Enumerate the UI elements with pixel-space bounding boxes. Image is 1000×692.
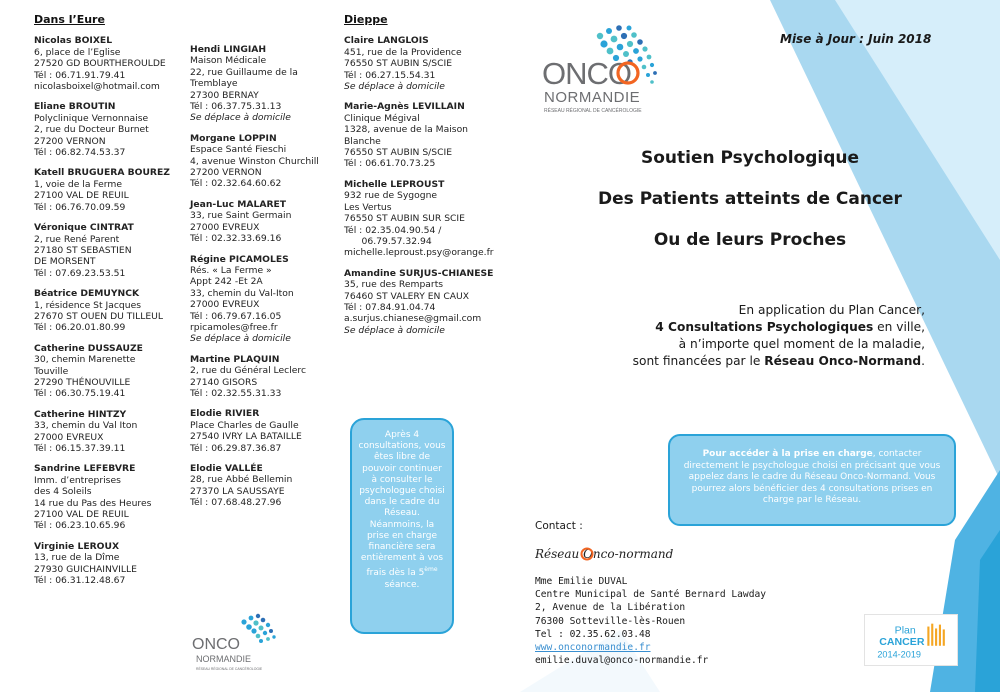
home-visit-note: Se déplace à domicile xyxy=(344,324,445,336)
address-line: 27100 VAL DE REUIL xyxy=(34,509,129,521)
logo-brand-bottom: NORMANDIE xyxy=(544,89,641,106)
info-text-end: séance. xyxy=(384,579,420,590)
directory-entry xyxy=(190,354,340,400)
access-info-box xyxy=(668,434,956,526)
address-line: 76550 ST AUBIN SUR SCIE xyxy=(344,213,465,225)
address-line: Tél : 02.32.64.60.62 xyxy=(190,178,282,190)
directory-entry xyxy=(344,101,514,169)
directory-entry xyxy=(34,222,184,279)
directory-entry xyxy=(190,133,340,190)
address-line: 33, rue Saint Germain xyxy=(190,210,292,222)
onco-normandie-logo xyxy=(540,22,690,118)
intro-start: sont financées par le xyxy=(632,354,765,368)
address-line: Touville xyxy=(34,365,69,377)
address-line: 27200 VERNON xyxy=(34,135,106,147)
logo-brand-top: ONCO xyxy=(192,636,240,653)
address-line: Tél : 06.15.37.39.11 xyxy=(34,443,126,454)
title-line-1: Soutien Psychologique xyxy=(640,148,860,168)
home-visit-note: Se déplace à domicile xyxy=(190,112,291,124)
address-line: 27370 LA SAUSSAYE xyxy=(190,485,285,497)
address-line: Place Charles de Gaulle xyxy=(190,419,299,431)
plan-logo-top: Plan xyxy=(894,624,916,637)
directory-entry xyxy=(34,288,184,334)
address-line: 27290 THÉNOUVILLE xyxy=(34,376,131,388)
directory-entry xyxy=(34,167,184,213)
intro-end: . xyxy=(921,354,925,368)
address-line: 27520 GD BOURTHEROULDE xyxy=(34,58,166,70)
directory-entry xyxy=(190,44,340,124)
practitioner-name: Régine PICAMOLES xyxy=(190,253,289,265)
address-line: Tél : 06.76.70.09.59 xyxy=(34,201,126,213)
address-line: Tél : 06.79.67.16.05 xyxy=(190,310,282,322)
practitioner-name: Martine PLAQUIN xyxy=(190,353,280,365)
contact-line: 2, Avenue de la Libération xyxy=(535,602,686,614)
address-line: Tél : 02.32.33.69.16 xyxy=(190,233,282,245)
entries-list xyxy=(34,35,184,586)
address-line: 27100 VAL DE REUIL xyxy=(34,190,129,202)
practitioner-name: Catherine HINTZY xyxy=(34,408,127,420)
address-line[interactable]: rpicamoles@free.fr xyxy=(190,321,278,333)
address-line: 76460 ST VALERY EN CAUX xyxy=(344,290,470,302)
practitioner-name: Elodie RIVIER xyxy=(190,408,260,420)
directory-entry xyxy=(34,343,184,400)
address-line: Tél : 02.32.55.31.33 xyxy=(190,387,282,399)
directory-entry xyxy=(34,101,184,158)
address-line: Tél : 07.84.91.04.74 xyxy=(344,301,436,313)
address-line: Tél : 07.69.23.53.51 xyxy=(34,267,126,279)
address-line: 27000 EVREUX xyxy=(34,431,104,443)
directory-entry xyxy=(344,179,514,259)
email-address[interactable]: emilie.duval@onco-normandie.fr xyxy=(535,655,709,667)
address-line: 27540 IVRY LA BATAILLE xyxy=(190,431,302,443)
address-line: 6, place de l’Eglise xyxy=(34,46,121,58)
address-line: Tél : 06.82.74.53.37 xyxy=(34,147,126,159)
address-line: Blanche xyxy=(344,135,381,147)
address-line: 2, rue du Docteur Burnet xyxy=(34,124,149,136)
entries-list xyxy=(190,44,340,509)
intro-text xyxy=(565,302,925,370)
logo-brand-top: ONCO xyxy=(542,56,631,91)
plan-cancer-logo xyxy=(864,614,958,666)
address-line: Imm. d’entreprises xyxy=(34,474,121,486)
access-bold: Pour accéder à la prise en charge xyxy=(702,449,873,459)
contact-label: Contact : xyxy=(535,520,583,532)
directory-entry xyxy=(34,463,184,531)
intro-line-2 xyxy=(565,319,925,336)
address-line: 2, rue René Parent xyxy=(34,233,120,245)
reseau-onco-normand-signature xyxy=(535,541,675,565)
contact-line: Tel : 02.35.62.03.48 xyxy=(535,628,651,640)
website-link[interactable]: www.onconormandie.fr xyxy=(535,642,651,654)
plan-logo-bars-icon xyxy=(927,624,945,646)
practitioner-name: Claire LANGLOIS xyxy=(344,35,429,47)
logo-tagline: RÉSEAU RÉGIONAL DE CANCÉROLOGIE xyxy=(544,108,642,114)
address-line: Tél : 06.29.87.36.87 xyxy=(190,442,282,454)
directory-entry xyxy=(34,35,184,92)
address-line: 30, chemin Marenette xyxy=(34,354,136,366)
address-line[interactable]: nicolasboixel@hotmail.com xyxy=(34,81,160,93)
practitioner-name: Marie-Agnès LEVILLAIN xyxy=(344,101,465,113)
address-line: 1, voie de la Ferme xyxy=(34,178,123,190)
logo-tagline: RÉSEAU RÉGIONAL DE CANCÉROLOGIE xyxy=(196,667,263,671)
address-line: Tremblaye xyxy=(190,78,238,90)
directory-column-eure-continued xyxy=(190,44,340,518)
address-line: 4, avenue Winston Churchill xyxy=(190,155,319,167)
logo-dots-icon xyxy=(241,614,275,643)
address-line: 2, rue du Général Leclerc xyxy=(190,365,307,377)
address-line: 27670 ST OUEN DU TILLEUL xyxy=(34,310,163,322)
continuation-info-box xyxy=(350,418,454,634)
address-line[interactable]: michelle.leproust.psy@orange.fr xyxy=(344,247,494,259)
address-line: Tél : 06.23.10.65.96 xyxy=(34,520,126,532)
practitioner-name: Eliane BROUTIN xyxy=(34,101,116,113)
logo-brand-bottom: NORMANDIE xyxy=(196,654,252,664)
address-line: Tél : 06.37.75.31.13 xyxy=(190,101,282,113)
practitioner-name: Michelle LEPROUST xyxy=(344,178,445,190)
address-line: 1, résidence St Jacques xyxy=(34,299,142,311)
intro-rest: en ville, xyxy=(873,320,925,334)
onco-normandie-logo-small xyxy=(188,608,298,678)
main-title-block xyxy=(560,138,940,261)
home-visit-note: Se déplace à domicile xyxy=(344,81,445,93)
address-line: Les Vertus xyxy=(344,201,392,213)
directory-entry xyxy=(344,268,514,336)
address-line: Tél : 02.35.04.90.54 / xyxy=(344,224,442,236)
address-line: 451, rue de la Providence xyxy=(344,46,462,58)
section-title: Dans l’Eure xyxy=(34,13,105,26)
directory-entry xyxy=(344,35,514,92)
address-line[interactable]: a.surjus.chianese@gmail.com xyxy=(344,313,482,325)
home-visit-note: Se déplace à domicile xyxy=(190,333,291,345)
address-line: DE MORSENT xyxy=(34,256,96,268)
address-line: Polyclinique Vernonnaise xyxy=(34,112,149,124)
address-line: Appt 242 -Et 2A xyxy=(190,276,263,288)
intro-network: Réseau Onco-Normand xyxy=(764,354,922,368)
contact-line: 76300 Sotteville-lès-Rouen xyxy=(535,615,686,627)
address-line: 13, rue de la Dîme xyxy=(34,552,120,564)
practitioner-name: Elodie VALLÉE xyxy=(190,463,263,474)
address-line: 27180 ST SEBASTIEN xyxy=(34,244,132,256)
practitioner-name: Sandrine LEFEBVRE xyxy=(34,463,136,475)
address-line: des 4 Soleils xyxy=(34,486,92,498)
practitioner-name: Véronique CINTRAT xyxy=(34,222,134,234)
plan-logo-years: 2014-2019 xyxy=(877,649,921,660)
contact-block xyxy=(535,575,766,667)
address-line: Tél : 07.68.48.27.96 xyxy=(190,497,282,509)
update-date: Mise à Jour : Juin 2018 xyxy=(780,32,932,46)
practitioner-name: Amandine SURJUS-CHIANESE xyxy=(344,267,494,279)
signature-text: Réseau Onco-normand xyxy=(535,547,674,561)
address-line: Clinique Mégival xyxy=(344,112,420,124)
practitioner-name: Béatrice DEMUYNCK xyxy=(34,288,140,300)
address-line: 76550 ST AUBIN S/SCIE xyxy=(344,147,453,159)
address-line: 33, chemin du Val Iton xyxy=(34,420,138,432)
practitioner-name: Katell BRUGUERA BOUREZ xyxy=(34,167,170,179)
directory-entry xyxy=(190,408,340,454)
directory-entry xyxy=(190,199,340,245)
address-line: Tél : 06.27.15.54.31 xyxy=(344,69,436,81)
address-line: 27200 VERNON xyxy=(190,167,262,179)
address-line: Rés. « La Ferme » xyxy=(190,264,272,276)
directory-column-dieppe xyxy=(344,14,514,345)
practitioner-name: Catherine DUSSAUZE xyxy=(34,342,143,354)
intro-bold: 4 Consultations Psychologiques xyxy=(655,320,874,334)
address-line: 35, rue des Remparts xyxy=(344,279,444,291)
access-text: , contacter directement le psychologue choisi en précisant que vous appelez dans le cadre du Réseau Onco-Normand. Vous pourrez alors bénéficier des 4 consultations prises en charge par le Réseau. xyxy=(683,449,941,506)
address-line: Maison Médicale xyxy=(190,55,267,67)
info-text: Après 4 consultations, vous êtes libre de pouvoir continuer à consulter le psychologue choisi dans le cadre du Réseau. Néanmoins, la prise en charge financière sera entièrement à vos frais dès la 5 xyxy=(358,430,446,579)
address-line: 33, chemin du Val-Iton xyxy=(190,287,294,299)
intro-line-3: à n’importe quel moment de la maladie, xyxy=(678,337,925,351)
practitioner-name: Nicolas BOIXEL xyxy=(34,35,113,47)
section-title: Dieppe xyxy=(344,13,388,26)
address-line: 14 rue du Pas des Heures xyxy=(34,497,152,509)
address-line: Espace Santé Fieschi xyxy=(190,144,287,156)
address-line: 1328, avenue de la Maison xyxy=(344,124,469,136)
practitioner-name: Virginie LEROUX xyxy=(34,540,120,552)
directory-entry xyxy=(34,541,184,587)
title-line-3: Ou de leurs Proches xyxy=(653,230,847,250)
plan-logo-mid: CANCER xyxy=(879,635,925,648)
intro-line-4 xyxy=(565,353,925,370)
practitioner-name: Morgane LOPPIN xyxy=(190,132,277,144)
address-line: 28, rue Abbé Bellemin xyxy=(190,474,293,486)
entries-list xyxy=(344,35,514,336)
address-line: 27930 GUICHAINVILLE xyxy=(34,563,137,575)
practitioner-name: Jean-Luc MALARET xyxy=(190,198,287,210)
address-line: Tél : 06.61.70.73.25 xyxy=(344,158,436,170)
address-line: Tél : 06.20.01.80.99 xyxy=(34,322,126,334)
info-sup: ème xyxy=(424,566,438,574)
address-line: 22, rue Guillaume de la xyxy=(190,66,298,78)
directory-entry xyxy=(190,463,340,509)
address-line: 932 rue de Sygogne xyxy=(344,190,438,202)
address-line: 27140 GISORS xyxy=(190,376,258,388)
address-line: Tél : 06.71.91.79.41 xyxy=(34,69,126,81)
practitioner-name: Hendi LINGIAH xyxy=(190,44,267,55)
address-line: 27000 EVREUX xyxy=(190,299,260,311)
address-line: Tél : 06.31.12.48.67 xyxy=(34,575,126,587)
address-line: 27000 EVREUX xyxy=(190,221,260,233)
directory-column-eure xyxy=(34,14,184,595)
directory-entry xyxy=(190,254,340,345)
intro-line-1: En application du Plan Cancer, xyxy=(738,303,925,317)
directory-entry xyxy=(34,409,184,455)
address-line: 06.79.57.32.94 xyxy=(344,235,432,247)
address-line: Tél : 06.30.75.19.41 xyxy=(34,388,126,400)
address-line: 76550 ST AUBIN S/SCIE xyxy=(344,58,453,70)
address-line: 27300 BERNAY xyxy=(190,89,259,101)
title-line-2: Des Patients atteints de Cancer xyxy=(598,189,902,209)
contact-line: Centre Municipal de Santé Bernard Lawday xyxy=(535,589,767,601)
contact-line: Mme Emilie DUVAL xyxy=(535,576,628,587)
